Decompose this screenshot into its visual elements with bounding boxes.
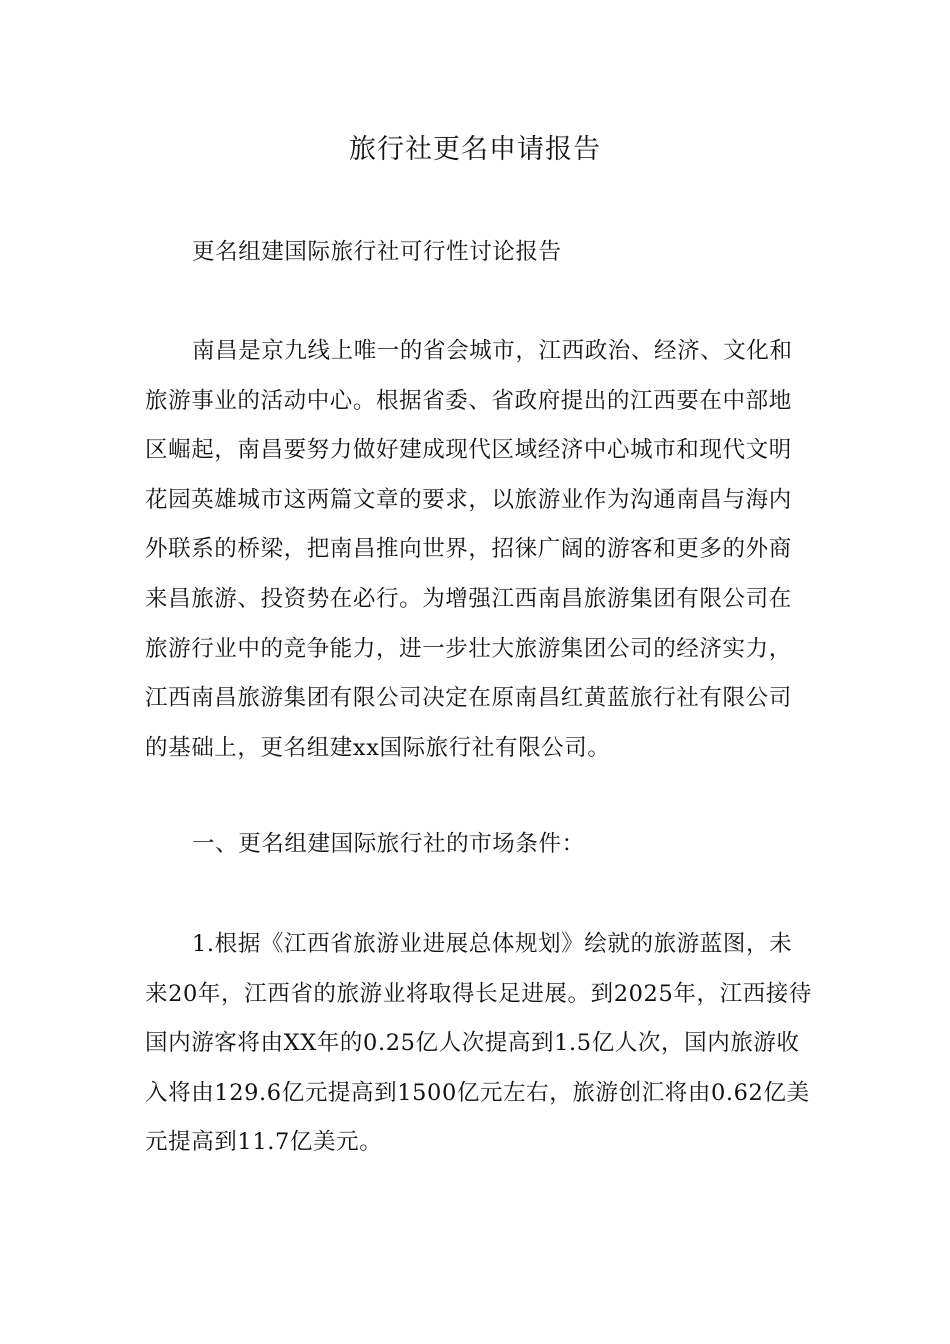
report-subtitle: 更名组建国际旅行社可行性讨论报告 [192, 239, 562, 265]
document-title: 旅行社更名申请报告 [349, 134, 601, 165]
section-heading: 一、更名组建国际旅行社的市场条件： [192, 831, 585, 857]
section-item-1: 1.根据《江西省旅游业进展总体规划》绘就的旅游蓝图，未来20年，江西省的旅游业将取得长足进展。到2025年，江西接待国内游客将由XX年的0.25亿人次提高到1.5亿人次，国内旅游收入将由129.6亿元提高到1500亿元左右，旅游创汇将由0.62亿美元提高到11.7亿美元。 [145, 931, 812, 1156]
intro-paragraph: 南昌是京九线上唯一的省会城市，江西政治、经济、文化和旅游事业的活动中心。根据省委、省政府提出的江西要在中部地区崛起，南昌要努力做好建成现代区域经济中心城市和现代文明花园英雄城市这两篇文章的要求，以旅游业作为沟通南昌与海内外联系的桥梁，把南昌推向世界，招徕广阔的游客和更多的外商来昌旅游、投资势在必行。为增强江西南昌旅游集团有限公司在旅游行业中的竞争能力，进一步壮大旅游集团公司的经济实力，江西南昌旅游集团有限公司决定在原南昌红黄蓝旅行社有限公司的基础上，更名组建xx国际旅行社有限公司。 [145, 338, 793, 761]
